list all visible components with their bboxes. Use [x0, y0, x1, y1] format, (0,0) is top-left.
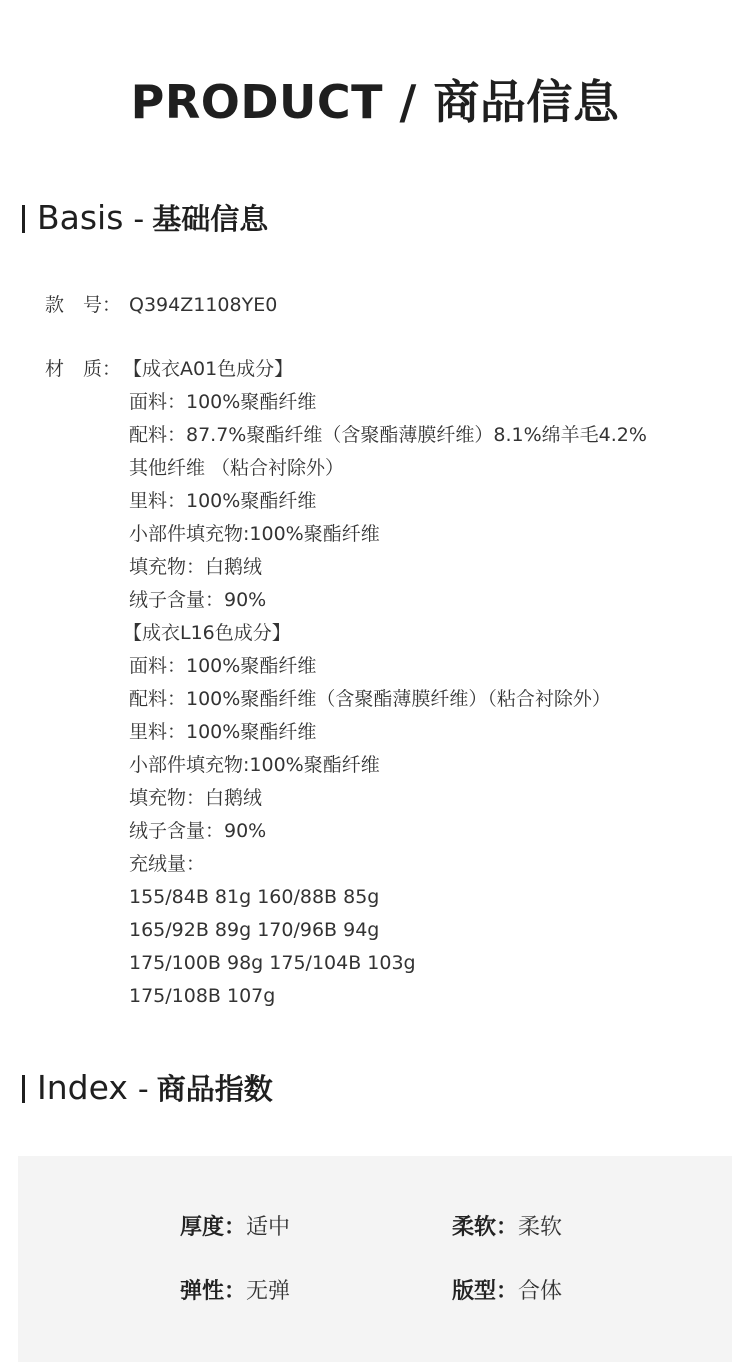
section-heading-basis: [22, 198, 268, 238]
material-line: 配料：100%聚酯纤维（含聚酯薄膜纤维）（粘合衬除外）: [129, 688, 611, 710]
section-bar: [22, 205, 25, 233]
down-fill-line: 155/84B 81g 160/88B 85g: [129, 886, 380, 908]
index-label: 柔软：: [452, 1215, 519, 1240]
down-fill-line: 175/108B 107g: [129, 985, 276, 1007]
index-value: 适中: [246, 1215, 291, 1240]
material-line: 绒子含量：90%: [129, 820, 267, 842]
index-value: 柔软: [518, 1215, 563, 1240]
style-number-row: [45, 289, 277, 322]
index-value: 无弹: [246, 1279, 291, 1304]
index-label: 弹性：: [180, 1279, 247, 1304]
down-fill-line: 175/100B 98g 175/104B 103g: [129, 952, 416, 974]
index-label: 版型：: [452, 1279, 519, 1304]
material-line: 面料：100%聚酯纤维: [129, 391, 317, 413]
material-line: 填充物：白鹅绒: [129, 556, 263, 578]
down-fill-line: 165/92B 89g 170/96B 94g: [129, 919, 380, 941]
index-item-softness: [452, 1213, 562, 1243]
section-separator: -: [133, 202, 145, 237]
material-line: 绒子含量：90%: [129, 589, 267, 611]
down-fill-label: 充绒量：: [129, 853, 206, 875]
material-line: 其他纤维 （粘合衬除外）: [129, 457, 345, 479]
material-line: 小部件填充物:100%聚酯纤维: [129, 523, 380, 545]
material-label: 材 质：: [45, 358, 122, 380]
index-value: 合体: [518, 1279, 563, 1304]
material-line: 里料：100%聚酯纤维: [129, 721, 317, 743]
material-group-heading: 【成衣A01色成分】: [123, 358, 294, 380]
section-title-en: Basis: [37, 198, 124, 237]
material-composition: [123, 353, 647, 1013]
style-number-value: Q394Z1108YE0: [129, 294, 278, 316]
material-line: 小部件填充物:100%聚酯纤维: [129, 754, 380, 776]
index-item-thickness: [180, 1213, 290, 1243]
index-panel: [18, 1156, 732, 1362]
index-label: 厚度：: [180, 1215, 247, 1240]
section-title-en: Index: [37, 1068, 128, 1107]
material-line: 配料：87.7%聚酯纤维（含聚酯薄膜纤维）8.1%绵羊毛4.2%: [129, 424, 647, 446]
material-row: [45, 353, 129, 386]
section-heading-index: [22, 1068, 273, 1108]
material-group-heading: 【成衣L16色成分】: [123, 622, 291, 644]
section-title-cn: 商品指数: [156, 1072, 273, 1106]
section-separator: -: [137, 1072, 149, 1107]
material-line: 里料：100%聚酯纤维: [129, 490, 317, 512]
material-line: 填充物：白鹅绒: [129, 787, 263, 809]
material-line: 面料：100%聚酯纤维: [129, 655, 317, 677]
style-number-label: 款 号：: [45, 294, 122, 316]
index-item-elasticity: [180, 1277, 290, 1307]
section-title-cn: 基础信息: [152, 202, 269, 236]
index-item-fit: [452, 1277, 562, 1307]
section-bar: [22, 1075, 25, 1103]
page-title: PRODUCT / 商品信息: [130, 75, 620, 129]
